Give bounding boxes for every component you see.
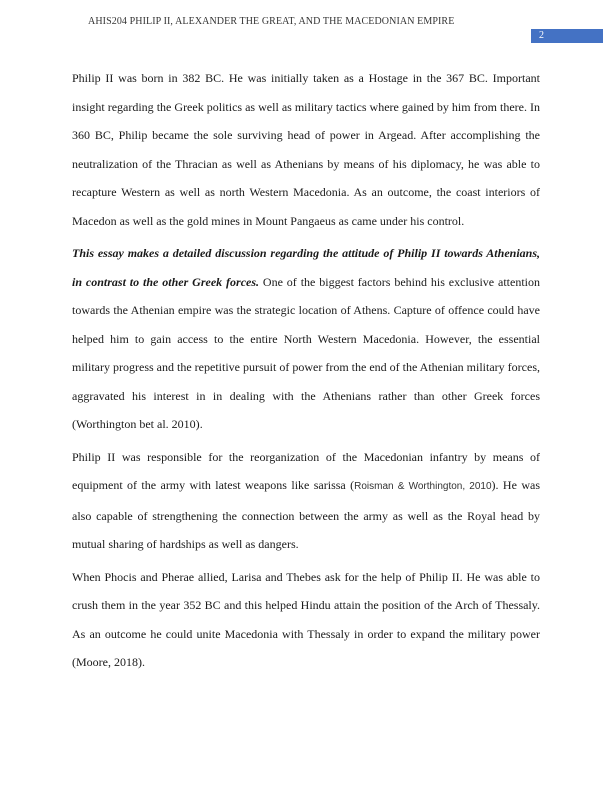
paragraph-2-text: One of the biggest factors behind his exclusive attention towards the Athenian empire was the strategic location of Athens. Capture of offence could have helped him to gain access to the entire North Western Macedonia. However, the essential military progress and the repetitive pursuit of power from the end of the Athenian military forces, aggravated his interest in in dealing with the Athenians rather than other Greek forces bbox=[72, 274, 540, 403]
paragraph-2 bbox=[72, 239, 540, 439]
page-number: 2 bbox=[539, 30, 544, 41]
thesis-statement: This essay makes a detailed discussion regarding the attitude of Philip II towards Athenians, in contrast to the other Greek forces. bbox=[72, 246, 540, 289]
document-body bbox=[72, 64, 540, 681]
citation-worthington: (Worthington bet al. 2010) bbox=[72, 417, 200, 431]
paragraph-4-text: When Phocis and Pherae allied, Larisa and Thebes ask for the help of Philip II. He was able to crush them in the year 352 BC and this helped Hindu attain the position of the Arch of Thessaly. As an outcome he could unite Macedonia with Thessaly in order to expand the military power (Moore, 2018). bbox=[72, 569, 540, 669]
paragraph-3-text: Philip II was responsible for the reorganization of the Macedonian infantry by means of equipment of the army with latest weapons like sarissa ( bbox=[72, 449, 540, 492]
paragraph-3 bbox=[72, 443, 540, 559]
paragraph-4 bbox=[72, 563, 540, 677]
paragraph-3-end: ). He was also capable of strengthening the connection between the army as well as the Royal head by mutual sharing of hardships as well as dangers. bbox=[72, 478, 540, 551]
page-number-badge bbox=[531, 29, 603, 43]
running-header: AHIS204 PHILIP II, ALEXANDER THE GREAT, AND THE MACEDONIAN EMPIRE bbox=[88, 16, 455, 27]
paragraph-1 bbox=[72, 64, 540, 235]
paragraph-1-text: Philip II was born in 382 BC. He was initially taken as a Hostage in the 367 BC. Important insight regarding the Greek politics as well as military tactics where gained by him from there. In 360 BC, Philip became the sole surviving head of power in Argead. After accomplishing the neutralization of the Thracian as well as Athenians by means of his diplomacy, he was able to recapture Western as well as north Western Macedonia. As an outcome, the coast interiors of Macedon as well as the gold mines in Mount Pangaeus as came under his control. bbox=[72, 71, 540, 228]
citation-roisman: Roisman & Worthington, 2010 bbox=[354, 481, 492, 492]
paragraph-2-end: . bbox=[199, 417, 203, 431]
